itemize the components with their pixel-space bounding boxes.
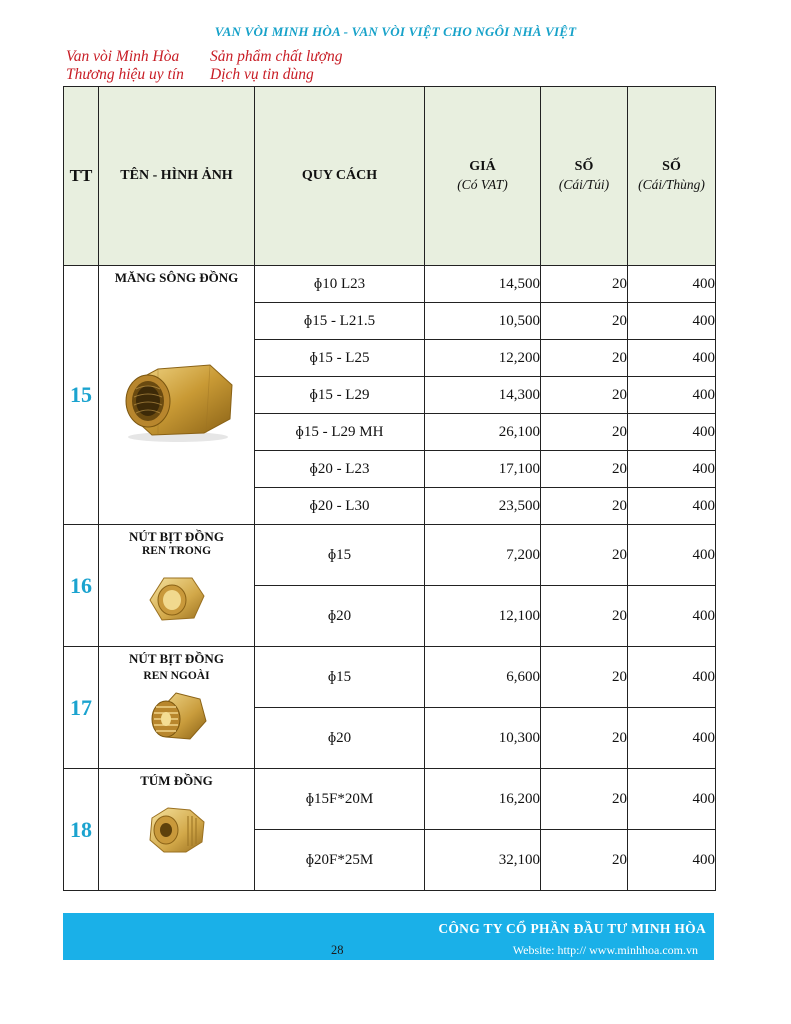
item-number: 15 bbox=[64, 266, 99, 525]
bag-qty-cell: 20 bbox=[541, 414, 628, 451]
product-image bbox=[99, 574, 254, 624]
item-number: 17 bbox=[64, 647, 99, 769]
box-qty-cell: 400 bbox=[628, 266, 716, 303]
price-cell: 17,100 bbox=[425, 451, 541, 488]
product-cell bbox=[99, 647, 255, 769]
bag-qty-cell: 20 bbox=[541, 303, 628, 340]
box-qty-cell: 400 bbox=[628, 769, 716, 830]
slogan-block bbox=[66, 48, 343, 84]
product-cell bbox=[99, 525, 255, 647]
column-header-bag bbox=[541, 87, 628, 266]
website-link[interactable]: Website: http:// www.minhhoa.com.vn bbox=[512, 943, 698, 957]
table-row bbox=[64, 647, 716, 708]
product-image bbox=[99, 689, 254, 745]
bag-qty-cell: 20 bbox=[541, 377, 628, 414]
column-header-tt: TT bbox=[64, 87, 99, 266]
slogan-text: Dịch vụ tin dùng bbox=[210, 66, 314, 83]
price-cell: 26,100 bbox=[425, 414, 541, 451]
brass-cap-female-icon bbox=[148, 574, 206, 624]
bag-qty-cell: 20 bbox=[541, 708, 628, 769]
column-header-price bbox=[425, 87, 541, 266]
product-name-sub: REN TRONG bbox=[141, 545, 212, 557]
column-header-box-sub: (Cái/Thùng) bbox=[638, 177, 705, 192]
bag-qty-cell: 20 bbox=[541, 266, 628, 303]
spec-cell: ɸ15 bbox=[255, 647, 425, 708]
box-qty-cell: 400 bbox=[628, 377, 716, 414]
bag-qty-cell: 20 bbox=[541, 586, 628, 647]
box-qty-cell: 400 bbox=[628, 830, 716, 891]
column-header-bag-sub: (Cái/Túi) bbox=[558, 177, 610, 192]
price-table bbox=[63, 86, 716, 891]
spec-cell: ɸ20 bbox=[255, 708, 425, 769]
price-cell: 7,200 bbox=[425, 525, 541, 586]
table-row bbox=[64, 266, 716, 303]
item-number: 18 bbox=[64, 769, 99, 891]
table-row bbox=[64, 525, 716, 586]
column-header-box bbox=[628, 87, 716, 266]
column-header-bag-label: SỐ bbox=[574, 159, 594, 174]
bag-qty-cell: 20 bbox=[541, 525, 628, 586]
product-name: NÚT BỊT ĐỒNG bbox=[129, 529, 224, 544]
product-image bbox=[99, 361, 254, 443]
item-number: 16 bbox=[64, 525, 99, 647]
spec-cell: ɸ15 - L29 bbox=[255, 377, 425, 414]
bag-qty-cell: 20 bbox=[541, 647, 628, 708]
price-cell: 32,100 bbox=[425, 830, 541, 891]
column-header-price-sub: (Có VAT) bbox=[457, 177, 508, 192]
price-cell: 10,500 bbox=[425, 303, 541, 340]
page-banner: VAN VÒI MINH HÒA - VAN VÒI VIỆT CHO NGÔI NHÀ VIỆT bbox=[214, 24, 577, 39]
product-name: NÚT BỊT ĐỒNG bbox=[129, 651, 224, 666]
column-header-box-label: SỐ bbox=[662, 159, 681, 174]
spec-cell: ɸ20 - L23 bbox=[255, 451, 425, 488]
column-header-spec: QUY CÁCH bbox=[255, 87, 425, 266]
page-number: 28 bbox=[331, 943, 344, 957]
price-cell: 12,200 bbox=[425, 340, 541, 377]
price-cell: 6,600 bbox=[425, 647, 541, 708]
box-qty-cell: 400 bbox=[628, 525, 716, 586]
price-cell: 14,500 bbox=[425, 266, 541, 303]
slogan-row bbox=[66, 48, 343, 66]
price-cell: 16,200 bbox=[425, 769, 541, 830]
bag-qty-cell: 20 bbox=[541, 769, 628, 830]
spec-cell: ɸ15 - L21.5 bbox=[255, 303, 425, 340]
brass-reducer-bushing-icon bbox=[144, 806, 210, 854]
box-qty-cell: 400 bbox=[628, 488, 716, 525]
bag-qty-cell: 20 bbox=[541, 488, 628, 525]
price-cell: 10,300 bbox=[425, 708, 541, 769]
spec-cell: ɸ15 - L29 MH bbox=[255, 414, 425, 451]
product-name-sub: REN NGOÀI bbox=[143, 670, 210, 682]
slogan-row bbox=[66, 66, 343, 84]
brass-plug-male-icon bbox=[146, 689, 208, 745]
spec-cell: ɸ15 bbox=[255, 525, 425, 586]
spec-cell: ɸ20 bbox=[255, 586, 425, 647]
product-cell bbox=[99, 266, 255, 525]
spec-cell: ɸ15 - L25 bbox=[255, 340, 425, 377]
box-qty-cell: 400 bbox=[628, 451, 716, 488]
product-name: TÚM ĐỒNG bbox=[140, 773, 213, 788]
product-cell bbox=[99, 769, 255, 891]
company-name: CÔNG TY CỔ PHẦN ĐẦU TƯ MINH HÒA bbox=[438, 921, 706, 936]
price-cell: 23,500 bbox=[425, 488, 541, 525]
product-image bbox=[99, 806, 254, 854]
table-header-row bbox=[64, 87, 716, 266]
box-qty-cell: 400 bbox=[628, 414, 716, 451]
slogan-text: Sản phẩm chất lượng bbox=[210, 48, 343, 65]
box-qty-cell: 400 bbox=[628, 586, 716, 647]
slogan-text: Thương hiệu uy tín bbox=[66, 66, 184, 83]
footer-bar bbox=[63, 913, 714, 960]
price-cell: 14,300 bbox=[425, 377, 541, 414]
box-qty-cell: 400 bbox=[628, 303, 716, 340]
slogan-text: Van vòi Minh Hòa bbox=[66, 48, 180, 65]
spec-cell: ɸ15F*20M bbox=[255, 769, 425, 830]
box-qty-cell: 400 bbox=[628, 647, 716, 708]
column-header-name: TÊN - HÌNH ẢNH bbox=[99, 87, 255, 266]
spec-cell: ɸ20 - L30 bbox=[255, 488, 425, 525]
spec-cell: ɸ10 L23 bbox=[255, 266, 425, 303]
table-row bbox=[64, 769, 716, 830]
box-qty-cell: 400 bbox=[628, 340, 716, 377]
price-cell: 12,100 bbox=[425, 586, 541, 647]
bag-qty-cell: 20 bbox=[541, 340, 628, 377]
hex-brass-coupling-icon bbox=[118, 361, 236, 443]
bag-qty-cell: 20 bbox=[541, 451, 628, 488]
box-qty-cell: 400 bbox=[628, 708, 716, 769]
bag-qty-cell: 20 bbox=[541, 830, 628, 891]
column-header-price-label: GIÁ bbox=[469, 159, 496, 174]
spec-cell: ɸ20F*25M bbox=[255, 830, 425, 891]
product-name: MĂNG SÔNG ĐỒNG bbox=[114, 270, 239, 285]
